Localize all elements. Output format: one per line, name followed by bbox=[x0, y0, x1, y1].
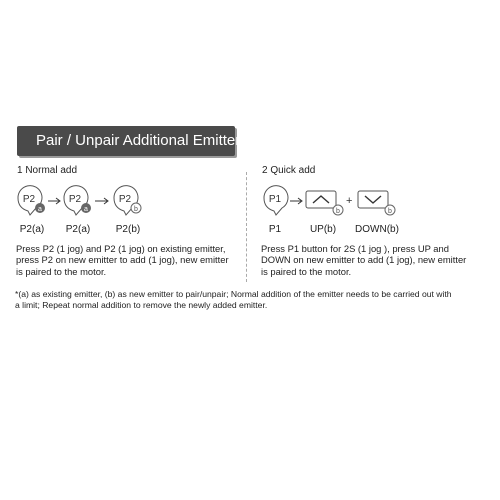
arrow-right-icon bbox=[290, 198, 302, 204]
quick-add-diagram bbox=[259, 183, 409, 219]
p2-text: P2 bbox=[118, 194, 132, 205]
badge-a-icon bbox=[35, 203, 45, 213]
badge-text: b bbox=[336, 208, 340, 215]
badge-a-icon bbox=[81, 203, 91, 213]
quick-add-title: 2 Quick add bbox=[262, 165, 316, 176]
step-label: DOWN(b) bbox=[355, 224, 399, 235]
step-label: P1 bbox=[268, 224, 282, 235]
p1-button-icon bbox=[264, 186, 288, 215]
p2-text: P2 bbox=[68, 194, 82, 205]
section-banner: Pair / Unpair Additional Emitter bbox=[17, 126, 235, 156]
normal-add-description: Press P2 (1 jog) and P2 (1 jog) on existing emitter, press P2 on new emitter to add (1 jog), new emitter is paired to the motor. bbox=[16, 243, 229, 277]
normal-add-title: 1 Normal add bbox=[17, 165, 78, 176]
badge-b-icon bbox=[385, 205, 395, 215]
plus-sign: + bbox=[346, 195, 353, 207]
step-label: P2(b) bbox=[115, 224, 141, 235]
up-button-icon bbox=[306, 191, 336, 208]
badge-text: b bbox=[388, 208, 392, 215]
p2-text: P2 bbox=[22, 194, 36, 205]
badge-b-icon bbox=[131, 203, 141, 213]
badge-text: a bbox=[84, 206, 88, 213]
badge-text: b bbox=[134, 206, 138, 213]
footnote: *(a) as existing emitter, (b) as new emitter to pair/unpair; Normal addition of the emitter needs to be carried out with a limit; Repeat normal addition to remove the newly added emitter. bbox=[15, 289, 452, 310]
step-label: P2(a) bbox=[19, 224, 45, 235]
badge-text: a bbox=[38, 206, 42, 213]
section-divider bbox=[246, 172, 247, 282]
p1-text: P1 bbox=[268, 194, 282, 205]
step-label: UP(b) bbox=[309, 224, 337, 235]
step-label: P2(a) bbox=[65, 224, 91, 235]
quick-add-description: Press P1 button for 2S (1 jog ), press UP and DOWN on new emitter to add (1 jog), new emitter is paired to the motor. bbox=[261, 243, 467, 277]
down-button-icon bbox=[358, 191, 388, 208]
arrow-right-icon bbox=[95, 198, 108, 204]
arrow-right-icon bbox=[48, 198, 60, 204]
badge-b-icon bbox=[333, 205, 343, 215]
normal-add-diagram bbox=[15, 183, 155, 219]
